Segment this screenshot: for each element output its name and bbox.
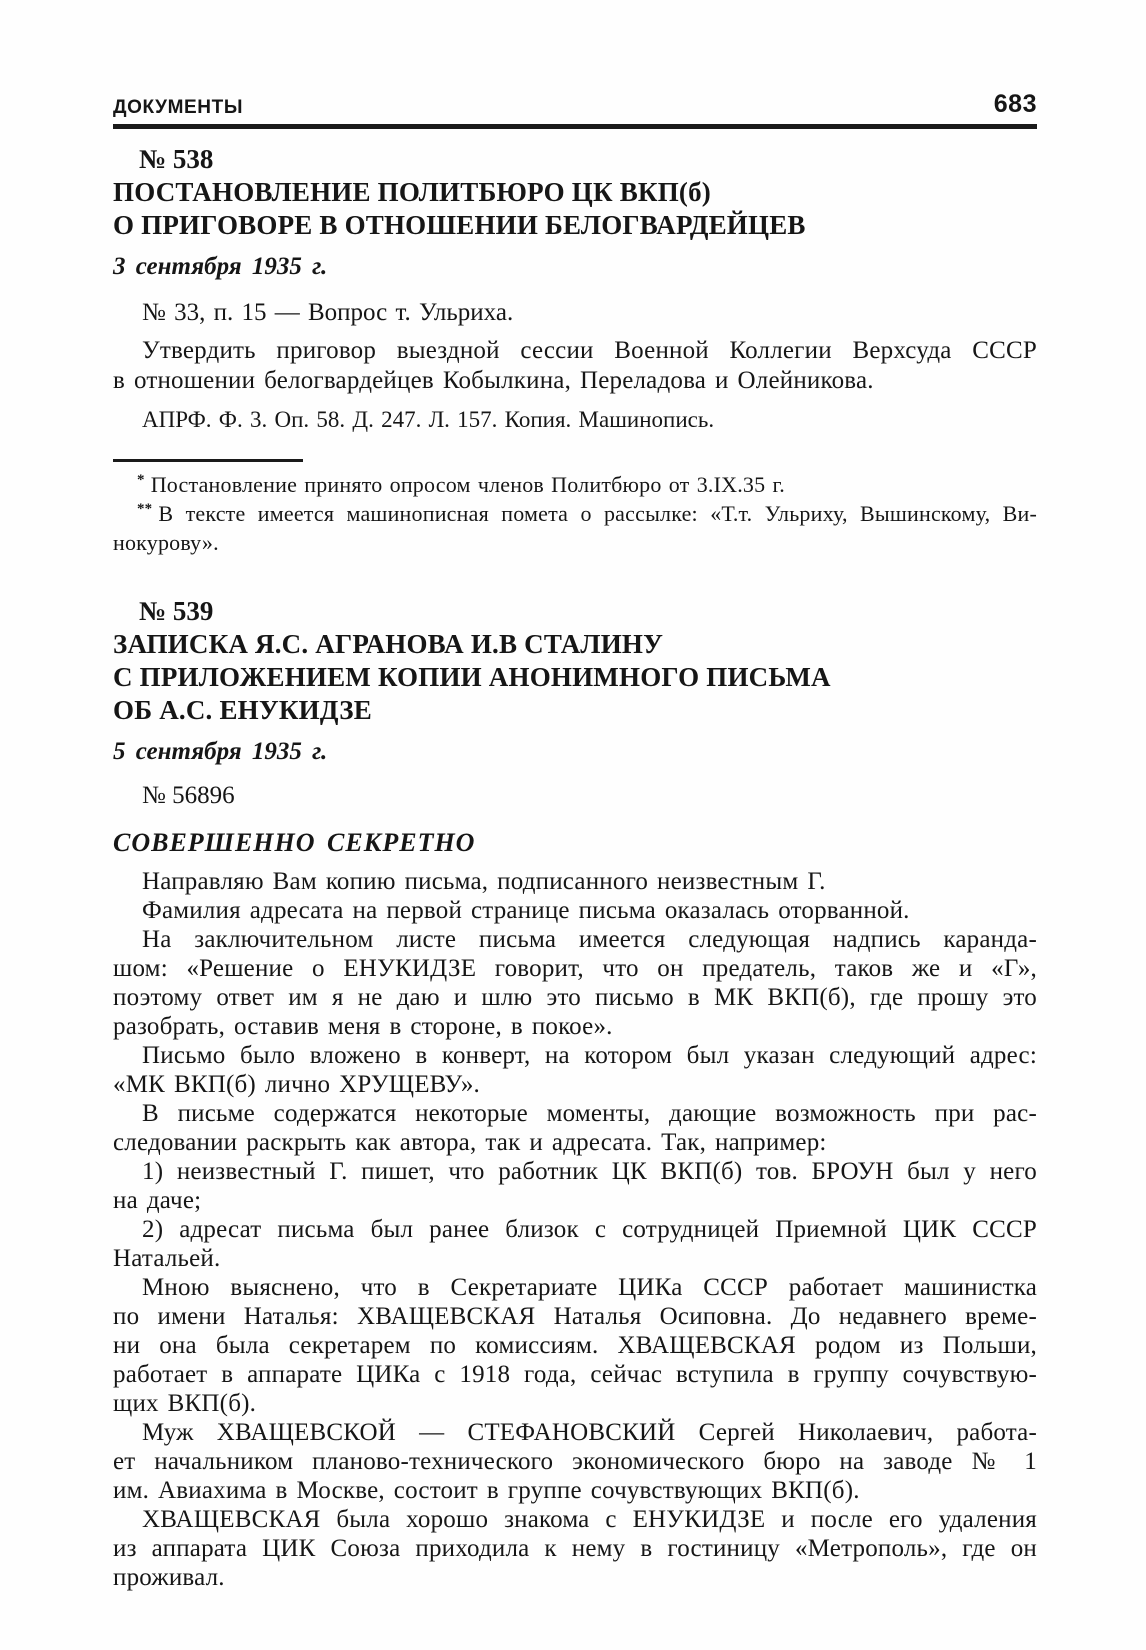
paragraph — [113, 1273, 1037, 1418]
document-538-number: № 538 — [139, 144, 214, 174]
text-line: щих ВКП(б). — [113, 1390, 257, 1417]
text-line: им. Авиахима в Москве, состоит в группе сочувствующих ВКП(б). — [113, 1477, 860, 1504]
footnote — [113, 501, 1037, 530]
text-line: Муж ХВАЩЕВСКОЙ — СТЕФАНОВСКИЙ Сергей Николаевич, работа- — [142, 1419, 1037, 1446]
text-line: поэтому ответ им я не даю и шлю это письмо в МК ВКП(б), где прошу это — [113, 984, 1037, 1011]
footnote-text: В тексте имеется машинописная помета о рассылке: «Т.т. Ульриху, Вышинскому, Ви- — [158, 501, 1037, 526]
paragraph — [113, 1099, 1037, 1157]
text-line: из аппарата ЦИК Союза приходила к нему в гостиницу «Метрополь», где он — [113, 1535, 1037, 1562]
text-line: В письме содержатся некоторые моменты, дающие возможность при рас- — [142, 1100, 1037, 1127]
footnote-text: Постановление принято опросом членов Политбюро от 3.IX.35 г. — [150, 472, 785, 497]
text-line: разобрать, оставив меня в стороне, в покое». — [113, 1013, 613, 1040]
footnotes — [113, 472, 1037, 559]
text-line: Направляю Вам копию письма, подписанного неизвестным Г. — [142, 868, 826, 895]
text-line: ет начальником планово-технического экономического бюро на заводе № 1 — [113, 1448, 1037, 1475]
document-539-title-line: С ПРИЛОЖЕНИЕМ КОПИИ АНОНИМНОГО ПИСЬМА — [113, 662, 831, 692]
paragraph — [113, 867, 1037, 896]
text-line: На заключительном листе письма имеется следующая надпись каранда- — [142, 926, 1037, 953]
text-line: Фамилия адресата на первой странице письма оказалась оторванной. — [142, 897, 910, 924]
text-line: шом: «Решение о ЕНУКИДЗЕ говорит, что он предатель, таков же и «Г», — [113, 955, 1037, 982]
text-line: Мною выяснено, что в Секретариате ЦИКа СССР работает машинистка — [142, 1274, 1037, 1301]
paragraph — [113, 1041, 1037, 1099]
footnote-continuation: нокурову». — [113, 530, 219, 555]
document-538-date: 3 сентября 1935 г. — [113, 253, 328, 280]
paragraph — [113, 1418, 1037, 1505]
footnote — [113, 472, 1037, 501]
document-538-title-line: ПОСТАНОВЛЕНИЕ ПОЛИТБЮРО ЦК ВКП(б) — [113, 177, 711, 207]
footnote-marker: ** — [137, 500, 153, 517]
text-line: Натальей. — [113, 1245, 221, 1272]
document-539-number: № 539 — [139, 596, 214, 626]
text-line: Письмо было вложено в конверт, на котором был указан следующий адрес: — [142, 1042, 1037, 1069]
paragraph — [113, 1215, 1037, 1273]
text-line: ХВАЩЕВСКАЯ была хорошо знакома с ЕНУКИДЗЕ и после его удаления — [142, 1506, 1037, 1533]
document-538-body — [113, 336, 1037, 396]
protocol-line: № 33, п. 15 — Вопрос т. Ульриха. — [142, 299, 514, 326]
text-line: по имени Наталья: ХВАЩЕВСКАЯ Наталья Осиповна. До недавнего време- — [113, 1303, 1037, 1330]
text-line: следовании раскрыть как автора, так и адресата. Так, например: — [113, 1129, 827, 1156]
text-line: проживал. — [113, 1564, 225, 1591]
document-539-title-line: ЗАПИСКА Я.С. АГРАНОВА И.В СТАЛИНУ — [113, 629, 664, 659]
paragraph — [113, 896, 1037, 925]
footnote-marker: * — [137, 471, 145, 488]
text-line: «МК ВКП(б) лично ХРУЩЕВУ». — [113, 1071, 480, 1098]
text-line: 2) адресат письма был ранее близок с сотрудницей Приемной ЦИК СССР — [142, 1216, 1037, 1243]
document-539 — [113, 595, 1037, 1592]
document-539-body — [113, 867, 1037, 1592]
classification-stamp: СОВЕРШЕННО СЕКРЕТНО — [113, 828, 476, 857]
paragraph — [113, 1505, 1037, 1592]
running-title: ДОКУМЕНТЫ — [113, 97, 244, 118]
document-538 — [113, 143, 1037, 559]
text-line: ни она была секретарем по комиссиям. ХВАЩЕВСКАЯ родом из Польши, — [113, 1332, 1037, 1359]
paragraph — [113, 1157, 1037, 1215]
text-line: Утвердить приговор выездной сессии Военной Коллегии Верхсуда СССР — [142, 337, 1037, 364]
document-539-date: 5 сентября 1935 г. — [113, 738, 328, 765]
document-538-title-line: О ПРИГОВОРЕ В ОТНОШЕНИИ БЕЛОГВАРДЕЙЦЕВ — [113, 210, 806, 240]
document-539-title-line: ОБ А.С. ЕНУКИДЗЕ — [113, 695, 372, 725]
text-line: в отношении белогвардейцев Кобылкина, Переладова и Олейникова. — [113, 367, 874, 394]
outgoing-number: № 56896 — [142, 782, 235, 809]
text-line: 1) неизвестный Г. пишет, что работник ЦК ВКП(б) тов. БРОУН был у него — [142, 1158, 1037, 1185]
text-line: на даче; — [113, 1187, 202, 1214]
archive-source-line: АПРФ. Ф. 3. Оп. 58. Д. 247. Л. 157. Копия. Машинопись. — [142, 407, 715, 432]
text-line: работает в аппарате ЦИКа с 1918 года, сейчас вступила в группу сочувствую- — [113, 1361, 1037, 1388]
running-header — [113, 90, 1037, 129]
page-number: 683 — [993, 90, 1037, 118]
footnote-separator-rule — [113, 459, 303, 462]
paragraph — [113, 925, 1037, 1041]
